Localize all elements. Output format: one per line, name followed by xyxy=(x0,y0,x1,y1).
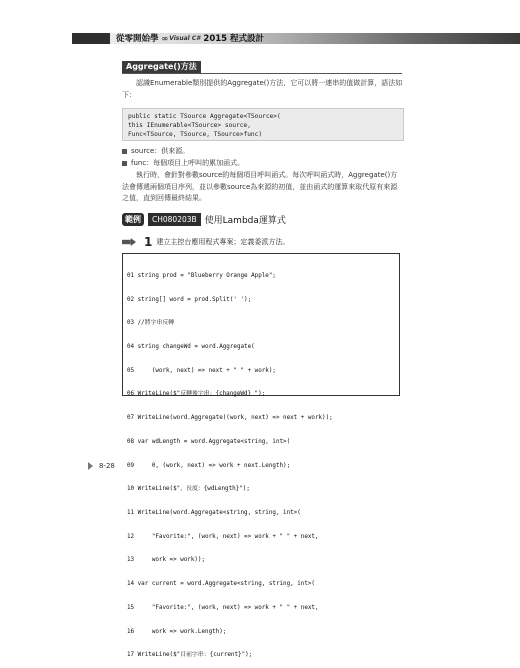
bullet-func xyxy=(122,158,244,168)
step-number: 1 xyxy=(144,235,153,249)
bullet-text: func：每個項目上呼叫的累加函式。 xyxy=(131,159,245,167)
page-header-title xyxy=(116,31,264,45)
visual-csharp-logo xyxy=(162,34,201,43)
code-line: 09 0, (work, next) => work + next.Length); xyxy=(127,462,291,469)
code-line: 16 work => work.Length); xyxy=(127,628,227,635)
bullet-text: source：供來源。 xyxy=(131,147,190,155)
intro-paragraph: 認識Enumerable類別提供的Aggregate()方法，它可以將一連串的值做計算，語法如下： xyxy=(122,79,403,99)
code-line: 15 "Favorite:", (work, next) => work + " " + next, xyxy=(127,604,319,611)
code-line: 07 WriteLine(word.Aggregate((work, next) => next + work)); xyxy=(127,415,333,422)
code-line: 02 string[] word = prod.Split(' '); xyxy=(127,296,252,303)
code-line: 06 WriteLine($"反轉後字串：{changeWd} "); xyxy=(127,391,266,398)
code-line: 12 "Favorite:", (work, next) => work + " " + next, xyxy=(127,533,319,540)
step-arrow-icon xyxy=(122,238,136,246)
code-line: 13 work => work)); xyxy=(127,557,206,564)
syntax-line: Func<TSource, TSource, TSource>func) xyxy=(128,131,263,138)
code-line: 05 (work, next) => next + " " + work); xyxy=(127,367,276,374)
code-line: 08 var wdLength = word.Aggregate<string, int>( xyxy=(127,438,291,445)
code-line: 10 WriteLine($"，長度：{wdLength}"); xyxy=(127,486,250,493)
code-line: 01 string prod = "Blueberry Orange Apple"; xyxy=(127,272,276,279)
section-heading: Aggregate()方法 xyxy=(122,61,201,74)
syntax-line: this IEnumerable<TSource> source, xyxy=(128,122,251,129)
header-left-block xyxy=(72,33,110,44)
syntax-box xyxy=(122,108,404,141)
section-divider xyxy=(122,73,402,74)
step-heading xyxy=(122,236,289,248)
header-title-suffix: 2015 程式設計 xyxy=(203,34,265,44)
example-badge: 範例 xyxy=(122,213,144,226)
code-line: 11 WriteLine(word.Aggregate<string, string, int>( xyxy=(127,510,301,516)
header-title-prefix: 從零開始學 xyxy=(116,34,159,44)
bullet-square-icon xyxy=(122,149,127,154)
step-text: 建立主控台應用程式專案；定義委派方法。 xyxy=(156,238,290,246)
page-number: 8-28 xyxy=(99,462,115,470)
page-marker-icon xyxy=(88,462,93,470)
infinity-icon: ∞ xyxy=(161,33,169,43)
example-heading xyxy=(122,212,286,226)
logo-text: Visual C# xyxy=(169,34,201,42)
syntax-line: public static TSource Aggregate<TSource>( xyxy=(128,113,281,120)
code-listing xyxy=(122,253,400,659)
code-line: 03 //將字串反轉 xyxy=(127,320,175,327)
code-line: 14 var current = word.Aggregate<string, string, int>( xyxy=(127,581,315,588)
code-line: 17 WriteLine($"目前字串：{current}"); xyxy=(127,652,253,659)
example-code: CH080203B xyxy=(148,213,201,226)
example-title: 使用Lambda運算式 xyxy=(204,215,286,226)
code-line: 04 string changeWd = word.Aggregate( xyxy=(127,343,255,350)
bullet-square-icon xyxy=(122,161,127,166)
bullet-source xyxy=(122,146,189,156)
description-paragraph: 執行時，會針對參數source的每個項目呼叫函式。每次呼叫函式時，Aggregate()方法會傳遞兩個項目序列，並以參數source為來源的初值，並由函式的運算來取代原有來源之值，直到回傳最終結果。 xyxy=(122,171,398,202)
page-footer xyxy=(88,462,115,470)
